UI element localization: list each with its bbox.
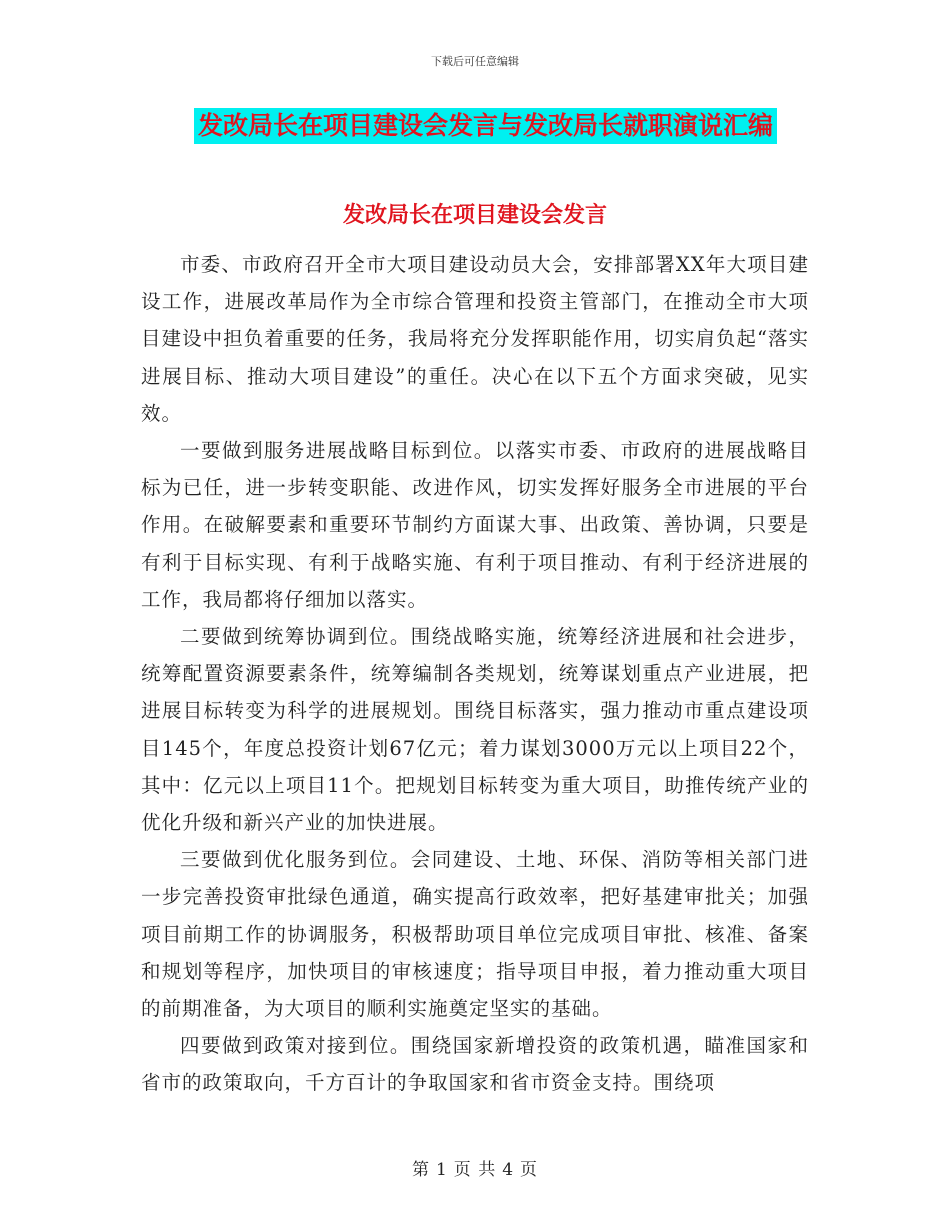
header-note: 下载后可任意编辑 bbox=[431, 55, 519, 68]
footer-middle: 页 共 bbox=[453, 1160, 497, 1180]
body-text bbox=[141, 246, 809, 1102]
paragraph: 四要做到政策对接到位。围绕国家新增投资的政策机遇，瞄准国家和省市的政策取向，千方百计的争取国家和省市资金支持。围绕项 bbox=[141, 1034, 809, 1095]
paragraph: 三要做到优化服务到位。会同建设、土地、环保、消防等相关部门进一步完善投资审批绿色通道，确实提高行政效率，把好基建审批关；加强项目前期工作的协调服务，积极帮助项目单位完成项目审批、核准、备案和规划等程序，加快项目的审核速度；指导项目申报，着力推动重大项目的前期准备，为大项目的顺利实施奠定坚实的基础。 bbox=[141, 848, 809, 1021]
document-title: 发改局长在项目建设会发言与发改局长就职演说汇编 bbox=[194, 108, 777, 144]
page-number: 1 bbox=[435, 1160, 448, 1180]
page-total: 4 bbox=[502, 1160, 515, 1180]
section-title: 发改局长在项目建设会发言 bbox=[342, 203, 607, 228]
paragraph: 市委、市政府召开全市大项目建设动员大会，安排部署XX年大项目建设工作，进展改革局作为全市综合管理和投资主管部门，在推动全市大项目建设中担负着重要的任务，我局将充分发挥职能作用，切实肩负起“落实进展目标、推动大项目建设”的重任。决心在以下五个方面求突破，见实效。 bbox=[141, 253, 809, 425]
footer-prefix: 第 bbox=[411, 1160, 430, 1180]
footer-suffix: 页 bbox=[520, 1160, 539, 1180]
page-footer bbox=[0, 1155, 950, 1180]
paragraph: 一要做到服务进展战略目标到位。以落实市委、市政府的进展战略目标为已任，进一步转变职能、改进作风，切实发挥好服务全市进展的平台作用。在破解要素和重要环节制约方面谋大事、出政策、善协调，只要是有利于目标实现、有利于战略实施、有利于项目推动、有利于经济进展的工作，我局都将仔细加以落实。 bbox=[141, 439, 809, 611]
paragraph: 二要做到统筹协调到位。围绕战略实施，统筹经济进展和社会进步，统筹配置资源要素条件，统筹编制各类规划，统筹谋划重点产业进展，把进展目标转变为科学的进展规划。围绕目标落实，强力推动市重点建设项目145个，年度总投资计划67亿元；着力谋划3000万元以上项目22个，其中：亿元以上项目11个。把规划目标转变为重大项目，助推传统产业的优化升级和新兴产业的加快进展。 bbox=[141, 625, 809, 835]
